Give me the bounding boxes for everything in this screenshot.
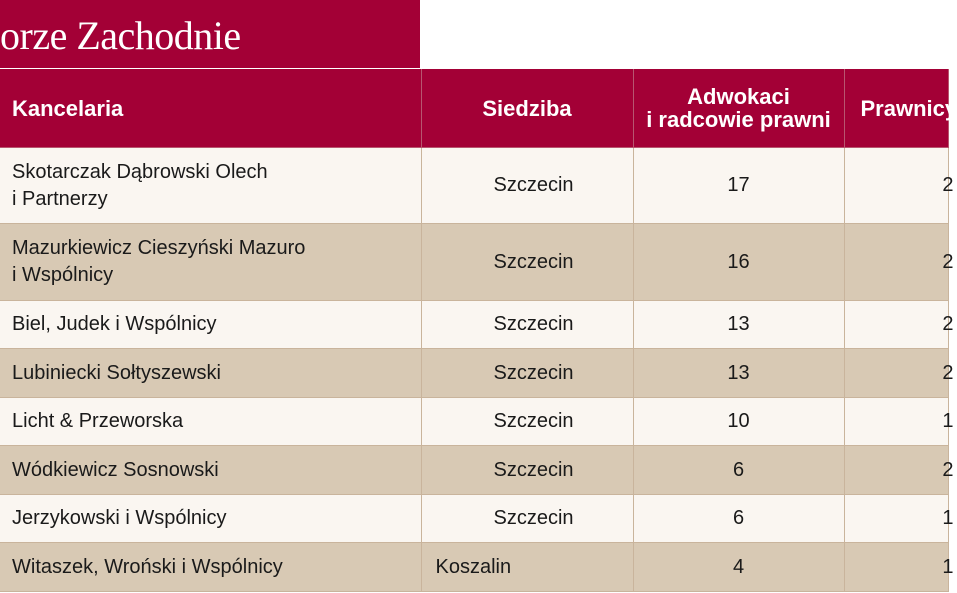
table-row bbox=[0, 224, 948, 301]
column-header-lawyers bbox=[633, 69, 844, 148]
firm-cell: Witaszek, Wroński i Wspólnicy bbox=[0, 543, 421, 592]
lawyers-cell: 16 bbox=[633, 224, 844, 301]
lawyers-cell: 6 bbox=[633, 495, 844, 543]
others-value: 1 bbox=[942, 410, 954, 432]
seat-cell: Szczecin bbox=[421, 495, 633, 543]
others-cell bbox=[844, 446, 954, 495]
table-row bbox=[0, 543, 948, 592]
table-row bbox=[0, 301, 948, 349]
firm-cell: Licht & Przeworska bbox=[0, 398, 421, 446]
table-row bbox=[0, 446, 948, 495]
lawyers-cell: 13 bbox=[633, 301, 844, 349]
lawyers-cell: 4 bbox=[633, 543, 844, 592]
others-value: 2 bbox=[942, 250, 954, 273]
seat-cell: Szczecin bbox=[421, 301, 633, 349]
firm-cell: Biel, Judek i Wspólnicy bbox=[0, 301, 421, 349]
table-row bbox=[0, 148, 948, 224]
others-cell bbox=[844, 495, 954, 543]
others-cell bbox=[844, 349, 954, 398]
seat-cell: Szczecin bbox=[421, 148, 633, 224]
firm-name-line: i Partnerzy bbox=[12, 187, 108, 210]
seat-cell: Koszalin bbox=[421, 543, 633, 592]
table-row bbox=[0, 398, 948, 446]
table-row bbox=[0, 349, 948, 398]
seat-cell: Szczecin bbox=[421, 224, 633, 301]
seat-cell: Szczecin bbox=[421, 349, 633, 398]
table-row bbox=[0, 495, 948, 543]
others-value: 1 bbox=[942, 555, 954, 578]
header-row bbox=[0, 69, 948, 148]
seat-cell: Szczecin bbox=[421, 446, 633, 495]
others-cell bbox=[844, 148, 954, 224]
firm-name-line: i Wspólnicy bbox=[12, 264, 114, 286]
firm-cell: Jerzykowski i Wspólnicy bbox=[0, 495, 421, 543]
column-header-others: Prawnicy bbox=[844, 69, 948, 148]
others-value: 2 bbox=[942, 361, 954, 384]
column-header-firm: Kancelaria bbox=[0, 69, 421, 148]
title-bar bbox=[0, 0, 420, 68]
others-cell bbox=[844, 301, 954, 349]
others-value: 2 bbox=[942, 458, 954, 481]
lawyers-cell: 6 bbox=[633, 446, 844, 495]
column-header-lawyers-line1: Adwokaci bbox=[687, 84, 790, 109]
firm-cell: Wódkiewicz Sosnowski bbox=[0, 446, 421, 495]
ranking-table bbox=[0, 69, 957, 592]
page-title: orze Zachodnie bbox=[0, 13, 241, 58]
others-cell bbox=[844, 543, 954, 592]
others-value: 1 bbox=[942, 507, 954, 529]
others-value: 2 bbox=[942, 313, 954, 335]
column-header-lawyers-line2: i radcowie prawni bbox=[646, 107, 831, 132]
column-header-seat: Siedziba bbox=[421, 69, 633, 148]
firm-cell: Lubiniecki Sołtyszewski bbox=[0, 349, 421, 398]
firm-cell bbox=[0, 148, 421, 224]
others-value: 2 bbox=[942, 174, 954, 196]
others-cell bbox=[844, 224, 954, 301]
others-cell bbox=[844, 398, 954, 446]
firm-name-line: Skotarczak Dąbrowski Olech bbox=[12, 160, 268, 183]
lawyers-cell: 10 bbox=[633, 398, 844, 446]
firm-name-line: Mazurkiewicz Cieszyński Mazuro bbox=[12, 237, 306, 259]
firm-cell bbox=[0, 224, 421, 301]
seat-cell: Szczecin bbox=[421, 398, 633, 446]
lawyers-cell: 17 bbox=[633, 148, 844, 224]
lawyers-cell: 13 bbox=[633, 349, 844, 398]
